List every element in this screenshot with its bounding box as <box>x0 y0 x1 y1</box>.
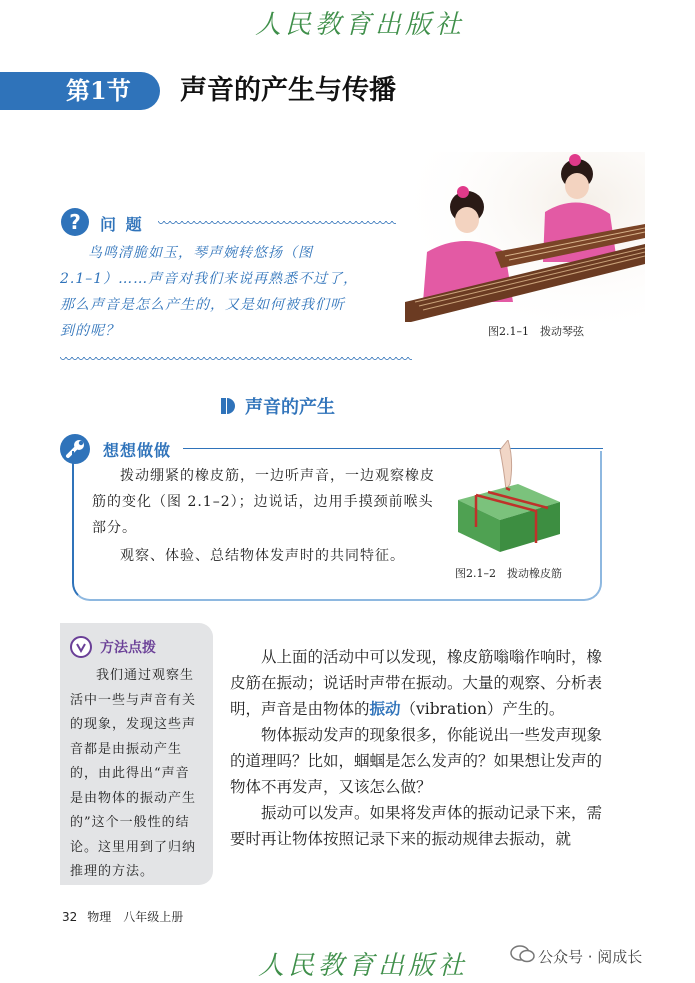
page-number: 32 <box>62 910 78 924</box>
activity-text: 拨动绷紧的橡皮筋，一边听声音，一边观察橡皮筋的变化（图 2.1–2）；边说话，边用手摸颈前喉头部分。 观察、体验、总结物体发声时的共同特征。 <box>92 468 435 564</box>
publisher-header: 人民教育出版社 <box>255 10 466 40</box>
subsection-title: 声音的产生 <box>245 397 335 418</box>
method-text: 我们通过观察生 活中一些与声音有关 的现象，发现这些声 音都是由振动产生 的，由此得出“声音 是由物体的振动产生 的”这个一般性的结 论。这里用到了归纳 推理的方法。 <box>70 668 197 879</box>
section-number-tab: 第1节 <box>0 72 160 110</box>
question-text: 鸟鸣清脆如玉，琴声婉转悠扬（图 2.1–1）……声音对我们来说再熟悉不过了， 那么声音是怎么产生的，又是如何被我们听 到的呢？ <box>60 245 359 339</box>
activity-label: 想想做做 <box>103 441 172 460</box>
figure-caption: 图2.1–2 拨动橡皮筋 <box>455 567 562 580</box>
body-paragraph: 物体振动发声的现象很多，你能说出一些发声现象的道理吗？比如，蝈蝈是怎么发声的？如果想让发声的物体不再发声，又该怎么做？ <box>230 726 603 796</box>
bulb-icon <box>70 636 92 658</box>
body-paragraph: 从上面的活动中可以发现，橡皮筋嗡嗡作响时，橡皮筋在振动；说话时声带在振动。大量的观察、分析表明，声音是由物体的振动（vibration）产生的。 <box>230 648 603 718</box>
guzheng-photo <box>405 152 645 322</box>
publisher-footer: 人民教育出版社 <box>258 951 469 981</box>
wechat-icon <box>510 944 536 964</box>
figure-caption: 图2.1–1 拨动琴弦 <box>488 325 584 338</box>
question-icon: ? <box>61 208 89 236</box>
watermark-text: 公众号 · 阅成长 <box>538 948 643 966</box>
question-label: 问 题 <box>100 215 144 234</box>
rubber-band-box-photo <box>448 440 570 560</box>
method-label: 方法点拨 <box>100 640 156 656</box>
wavy-divider <box>60 357 412 363</box>
wavy-divider <box>158 221 396 227</box>
heading-marker <box>221 398 226 414</box>
body-paragraph: 振动可以发声。如果将发声体的振动记录下来，需要时再让物体按照记录下来的振动规律去振动，就 <box>230 804 603 848</box>
heading-marker <box>227 398 235 414</box>
page-footer <box>62 908 183 925</box>
body-text <box>230 644 608 852</box>
section-title: 声音的产生与传播 <box>180 75 396 106</box>
key-term: 振动 <box>369 700 401 718</box>
book-title: 物理 八年级上册 <box>87 910 184 924</box>
